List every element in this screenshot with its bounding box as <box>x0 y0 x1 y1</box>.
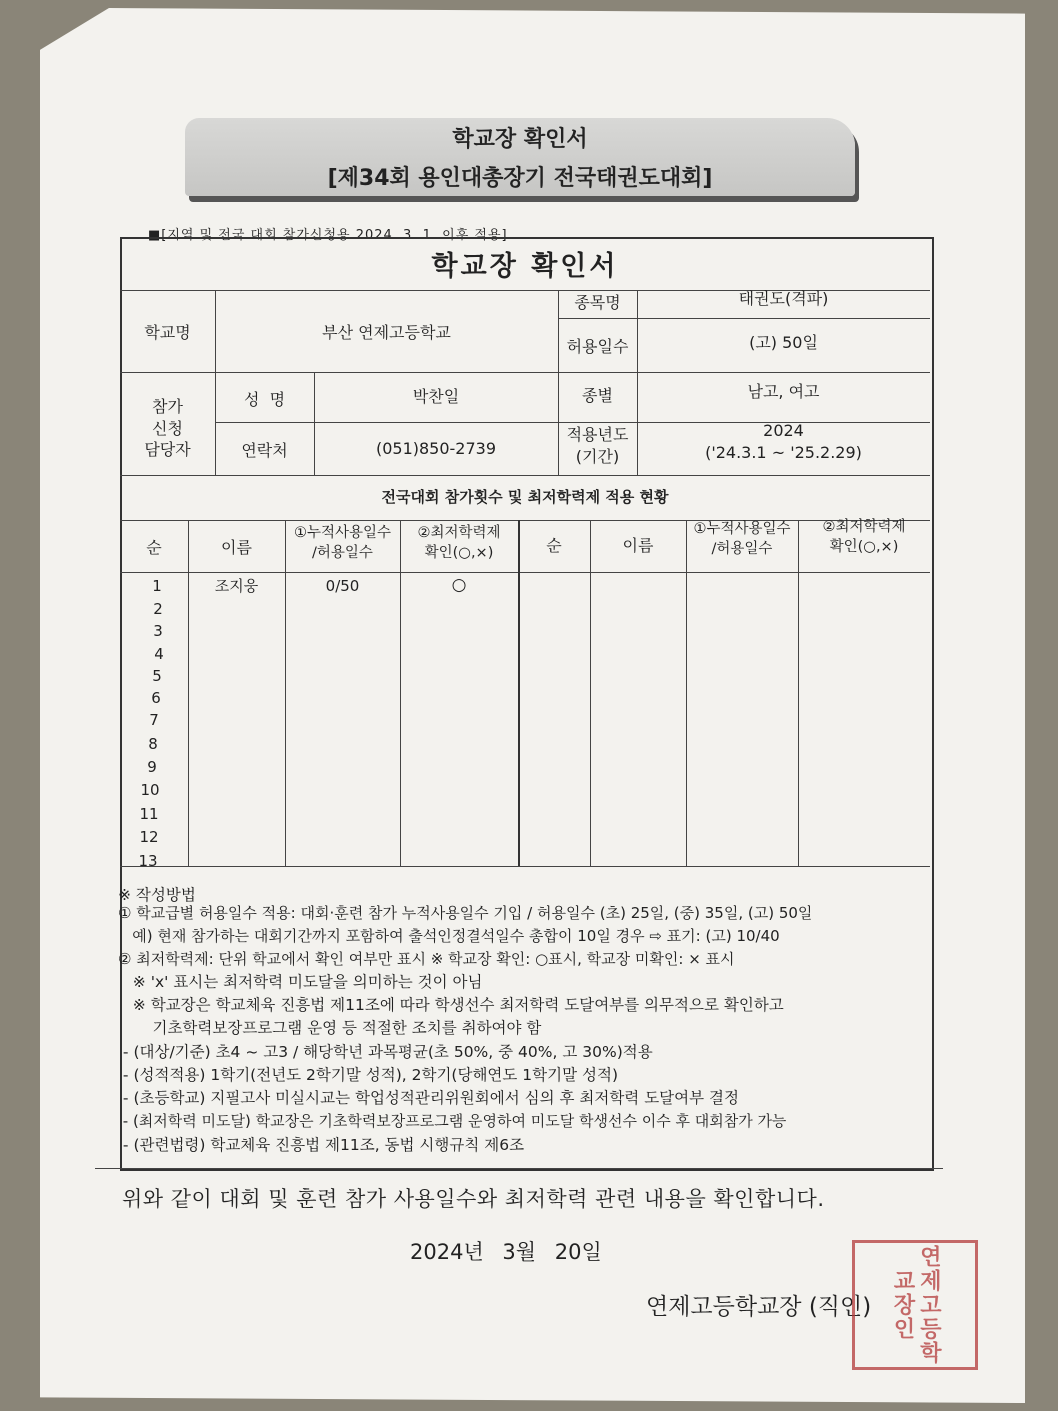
row-no: 6 <box>151 689 161 707</box>
phone-value: (051)850-2739 <box>375 439 497 458</box>
col-academic-header-right: ②최저학력제 확인(○,×) <box>822 519 906 555</box>
instruction-line: ※ 학교장은 학교체육 진흥법 제11조에 따라 학생선수 최저학력 도달여부를 의무적으로 확인하고 <box>118 996 784 1014</box>
row-no: 9 <box>147 758 157 776</box>
instruction-line: - (초등학교) 지필고사 미실시교는 학업성적관리위원회에서 심의 후 최저학력 도달여부 결정 <box>118 1089 739 1107</box>
instruction-line: ② 최저학력제: 단위 학교에서 확인 여부만 표시 ※ 학교장 확인: ○표시, 학교장 미확인: × 표시 <box>118 950 735 968</box>
instruction-line: ※ 작성방법 <box>118 886 196 904</box>
row-no: 3 <box>153 622 163 640</box>
row-no: 7 <box>149 711 159 729</box>
allowed-days-value: (고) 50일 <box>749 333 818 352</box>
instruction-line: - (관련법령) 학교체육 진흥법 제11조, 동법 시행규칙 제6조 <box>118 1136 525 1154</box>
row-no: 12 <box>139 828 159 846</box>
confirmation-text: 위와 같이 대회 및 훈련 참가 사용일수와 최저학력 관련 내용을 확인합니다. <box>122 1187 825 1211</box>
category-value: 남고, 여고 <box>747 382 820 401</box>
col-days-header: ①누적사용일수 /허용일수 <box>293 525 392 561</box>
school-value: 부산 연제고등학교 <box>322 323 451 342</box>
issue-date: 2024년 3월 20일 <box>410 1240 602 1264</box>
instruction-line: ※ 'x' 표시는 최저학력 미도달을 의미하는 것이 아님 <box>118 973 483 991</box>
allowed-days-label: 허용일수 <box>566 337 629 356</box>
row-no: 8 <box>148 735 158 753</box>
instruction-line: - (성적적용) 1학기(전년도 2학기말 성적), 2학기(당해연도 1학기말 성적) <box>118 1066 618 1084</box>
event-type-label: 종목명 <box>574 293 621 312</box>
row-no: 5 <box>152 667 162 685</box>
instruction-line: 기초학력보장프로그램 운영 등 적절한 조치를 취하여야 함 <box>118 1019 542 1037</box>
header-banner <box>185 118 855 196</box>
principal-signature: 연제고등학교장 (직인) <box>646 1294 872 1320</box>
col-no-header-right: 순 <box>546 536 562 555</box>
instruction-line: - (최저학력 미도달) 학교장은 기초학력보장프로그램 운영하여 미도달 학생선수 이수 후 대회참가 가능 <box>118 1112 787 1130</box>
instruction-line: 예) 현재 참가하는 대회기간까지 포함하여 출석인정결석일수 총합이 10일 경우 ⇨ 표기: (고) 10/40 <box>118 927 780 945</box>
row-no: 10 <box>140 781 160 799</box>
row-no: 2 <box>153 600 163 618</box>
year-label: 적용년도 (기간) <box>566 425 629 466</box>
instruction-line: - (대상/기준) 초4 ~ 고3 / 해당학년 과목평균(초 50%, 중 40%, 고 30%)적용 <box>118 1043 653 1061</box>
year-value: 2024 <box>763 421 804 440</box>
participation-title: 전국대회 참가횟수 및 최저학력제 적용 현황 <box>381 488 669 506</box>
row-no: 11 <box>139 805 159 823</box>
period-value: ('24.3.1 ~ '25.2.29) <box>705 443 862 462</box>
row-no: 13 <box>138 852 158 870</box>
contact-person-label: 참가 신청 담당자 <box>144 397 191 460</box>
name-value: 박찬일 <box>412 387 460 406</box>
row-1-days: 0/50 <box>325 577 360 595</box>
event-type-value: 태권도(격파) <box>738 289 829 308</box>
official-seal: 연제고등학교장인 <box>852 1240 978 1370</box>
instruction-line: ① 학교급별 허용일수 적용: 대회·훈련 참가 누적사용일수 기입 / 허용일수 (초) 25일, (중) 35일, (고) 50일 <box>118 904 813 922</box>
form-title: 학교장 확인서 <box>431 251 619 282</box>
col-days-header-right: ①누적사용일수 /허용일수 <box>693 521 791 557</box>
header-title: 학교장 확인서 <box>452 127 588 152</box>
col-no-header: 순 <box>146 538 162 557</box>
row-1-name: 조지웅 <box>214 577 259 595</box>
application-note: ■[지역 및 전국 대회 참가신청용 2024. 3. 1. 이후 적용] <box>148 228 508 243</box>
col-name-header: 이름 <box>221 538 252 557</box>
col-name-header-right: 이름 <box>622 536 654 555</box>
row-no: 4 <box>154 645 164 663</box>
col-academic-header: ②최저학력제 확인(○,×) <box>417 525 501 561</box>
row-1-no: 1 <box>152 577 162 595</box>
category-label: 종별 <box>582 386 613 405</box>
phone-label: 연락처 <box>241 441 288 460</box>
row-1-academic: ○ <box>451 575 467 595</box>
school-label: 학교명 <box>144 323 191 342</box>
header-event: [제34회 용인대총장기 전국태권도대회] <box>327 166 713 191</box>
name-label: 성 명 <box>243 390 286 409</box>
